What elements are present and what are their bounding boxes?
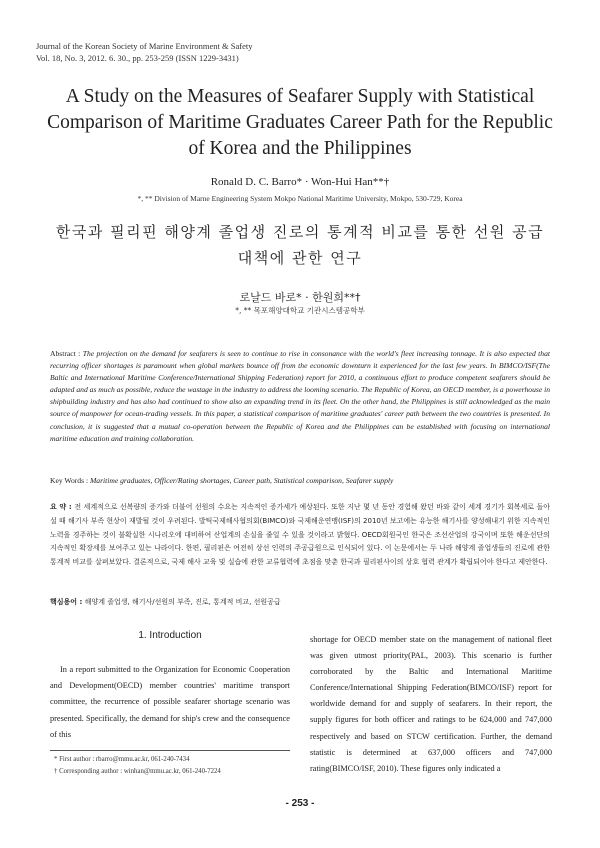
korean-keywords [50,596,550,608]
abstract-text: The projection on the demand for seafarers is seen to continue to rise in consonance with the world's fleet increasing tonnage. It is also expected that recurring officer shortages is paramount when global markets bounce off from the economic downturn it experienced for the last few years. In BIMCO/ISF(The Baltic and International Maritime Conference/International Shipping Federation) report for 2010, a continuous effort to produce competent seafarers should be adapted and as much as possible, reduce the wastage in the industry to address the looming scenario. The Republic of Korea, an OECD member, is a powerhouse in shipbuilding industry and has also had continued to show also an expanding trend in its fleet. On the other hand, the Philippines is still acknowledged as the main source of manpower for ocean-trading vessels. In this paper, a statistical comparison of maritime graduates' career path between the two countries is presented. In conclusion, it is suggested that a mutual co-operation between the Republic of Korea and the Philippines can be established with focusing on international maritime education and training collaboration. [50,349,550,443]
keywords-text: Maritime graduates, Officer/Rating shortages, Career path, Statistical comparison, Seafarer supply [89,476,394,485]
section-heading-introduction: 1. Introduction [138,630,202,641]
footnote-corresponding-author: † Corresponding author : winhan@mmu.ac.kr, 061-240-7224 [54,767,221,775]
journal-name: Journal of the Korean Society of Marine Environment & Safety [36,41,253,51]
footnote-divider [50,750,290,751]
journal-citation: Vol. 18, No. 3, 2012. 6. 30., pp. 253-259 (ISSN 1229-3431) [36,53,239,63]
korean-abstract-label: 요 약 : [50,503,75,511]
abstract [50,348,550,445]
korean-affiliation: *, ** 목포해양대학교 기관시스템공학부 [235,306,365,315]
footnotes [54,754,294,777]
korean-abstract-text: 전 세계적으로 선복량의 증가와 더불어 선원의 수요는 지속적인 증가세가 예상된다. 또한 지난 몇 년 동안 경험해 왔던 바와 같이 세계 경기가 회복세로 돌아설 때 해기사 부족 현상이 재발될 것이 우려된다. 발틱국제해사협의회(BIMCO)와 국제해운연맹(ISF)의 2010년 보고에는 유능한 해기사를 양성해내기 위한 지속적인 노력을 경주하는 것이 불확실한 시나리오에 대비하여 산업계의 손실을 줄일 수 있을 것이라고 밝혔다. OECD회원국인 한국은 조선산업의 강국이며 또한 해운선단의 지속적인 확장세를 보여주고 있는 나라이다. 한편, 필리핀은 여전히 상선 인력의 주공급원으로 인식되어 있다. 이 논문에서는 두 나라 해양계 졸업생들의 진로에 관한 통계적 비교를 살펴보았다. 결론적으로, 국제 해사 교육 및 실습에 관한 교류협력에 초점을 맞춘 한국과 필리핀사이의 상호 협력 관계가 확립되어야 한다고 제안한다. [50,503,551,567]
korean-keywords-label: 핵심용어 : [50,598,85,606]
abstract-label: Abstract : [50,349,83,358]
paper-title: A Study on the Measures of Seafarer Supply with Statistical Comparison of Maritime Graduates Career Path for the Republic of Korea and the Philippines [47,86,553,159]
journal-header [36,40,252,64]
intro-right-column: shortage for OECD member state on the management of national fleet was given utmost priority(PAL, 2003). This scenario is further corroborated by the Baltic and International Maritime Conference/International Shipping Federation(BIMCO/ISF) report for worldwide demand for and supply of seafarers. In their report, the supply figures for both officer and ratings to be 624,000 and 747,000 respectively and based on STCW certification. Further, the demand statistic is determined at 637,000 officers and 747,000 rating(BIMCO/ISF, 2010). These figures only indicated a [310,635,552,773]
korean-authors: 로날드 바로* · 한원희**† [239,291,361,304]
paper-authors: Ronald D. C. Barro* · Won-Hui Han**† [210,176,390,188]
korean-keywords-text: 해양계 졸업생, 해기사/선원의 부족, 진로, 통계적 비교, 선원공급 [84,598,281,606]
page-number: - 253 - [285,798,315,809]
author-affiliation: *, ** Division of Marne Engineering System Mokpo National Maritime University, Mokpo, 530-729, Korea [137,194,463,203]
korean-title: 한국과 필리핀 해양계 졸업생 진로의 통계적 비교를 통한 선원 공급 대책에 관한 연구 [55,223,545,267]
keywords [50,475,550,487]
intro-left-column: In a report submitted to the Organization for Economic Cooperation and Development(OECD) member countries' maritime transport committee, the recurrence of possible seafarer shortage scenario was presented. Specifically, the demand for ship's crew and the consequence of this [50,665,290,739]
korean-abstract [50,501,550,570]
keywords-label: Key Words : [50,476,90,485]
footnote-first-author: * First author : rbarro@mmu.ac.kr, 061-240-7434 [54,756,190,763]
